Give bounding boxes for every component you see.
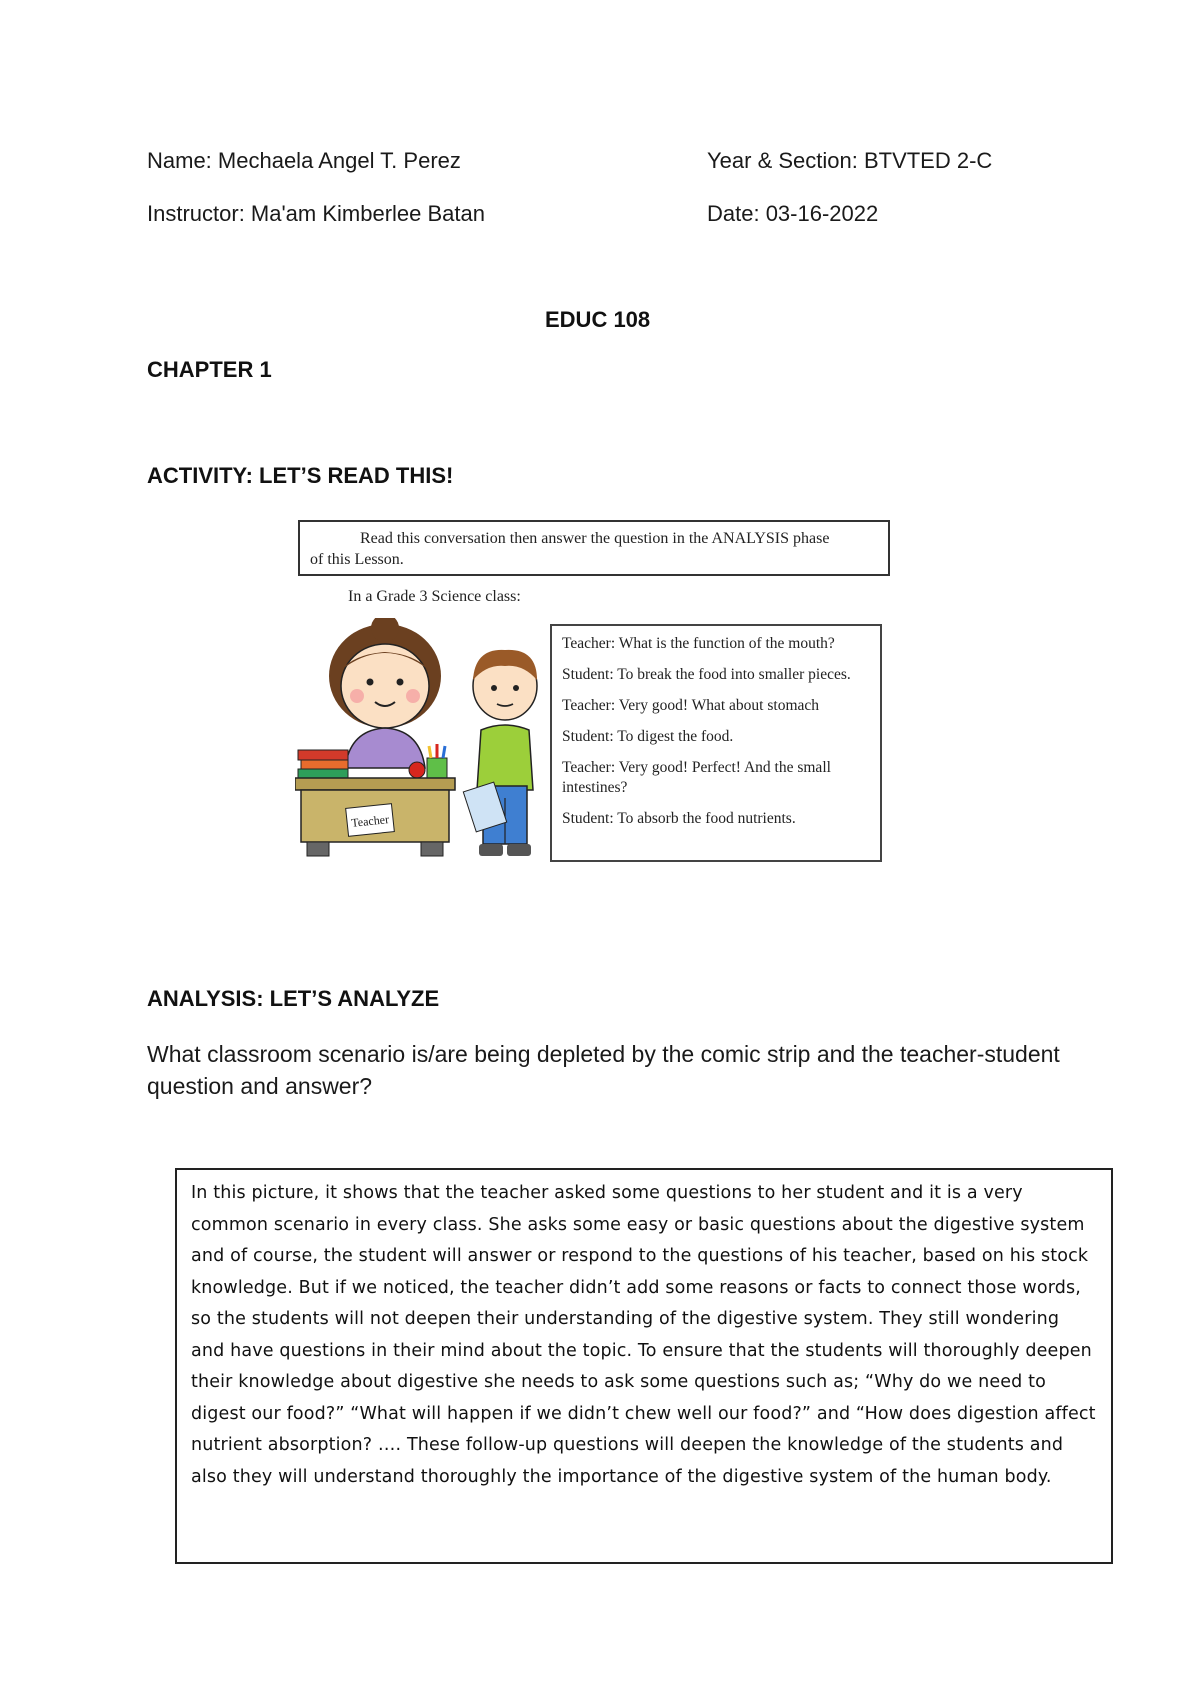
teacher-eye-left [367, 679, 374, 686]
desk-top [295, 778, 455, 790]
teacher-eye-right [397, 679, 404, 686]
instruction-box [298, 520, 890, 576]
dialogue-line: Teacher: Very good! Perfect! And the small intestines? [562, 759, 831, 796]
teacher-face [341, 644, 429, 728]
student-name: Name: Mechaela Angel T. Perez [147, 148, 461, 173]
teacher-student-illustration [295, 618, 550, 863]
instruction-line-2: of this Lesson. [310, 551, 404, 568]
instructor-name: Instructor: Ma'am Kimberlee Batan [147, 201, 486, 226]
activity-heading: ACTIVITY: LET’S READ THIS! [147, 463, 454, 488]
answer-box [175, 1168, 1113, 1564]
answer-text: In this picture, it shows that the teacher asked some questions to her student and it is a very common scenario in every class. She asks some easy or basic questions about the digestive system and of course, the student will answer or respond to the questions of his teacher, based on his stock knowledge. But if we noticed, the teacher didn’t add some reasons or facts to connect those words, so the students will not deepen their understanding of the digestive system. They still wondering and have questions in their mind about the topic. To ensure that the students will thoroughly deepen their knowledge about digestive she needs to ask some questions such as; “Why do we need to digest our food?” “What will happen if we didn’t chew well our food?” and “How does digestion affect nutrient absorption? …. These follow-up questions will deepen the knowledge of the students and also they will understand thoroughly the importance of the digestive system of the human body. [191, 1183, 1096, 1487]
dialogue-line: Student: To break the food into smaller pieces. [562, 666, 851, 683]
course-title: EDUC 108 [545, 307, 651, 332]
teacher-cheek-left [350, 689, 364, 703]
dialogue-line: Teacher: What is the function of the mouth? [562, 635, 835, 652]
student-shirt [477, 725, 533, 790]
year-section: Year & Section: BTVTED 2-C [707, 148, 993, 173]
desk-sign [346, 804, 395, 837]
pencil-cup [427, 758, 447, 778]
dialogue-line: Student: To absorb the food nutrients. [562, 810, 796, 827]
desk-leg-left [307, 842, 329, 856]
pencil-1 [429, 746, 431, 758]
chapter-heading: CHAPTER 1 [147, 357, 272, 382]
student-eye-right [513, 685, 519, 691]
analysis-heading: ANALYSIS: LET’S ANALYZE [147, 986, 440, 1011]
pencil-3 [443, 746, 445, 758]
class-context: In a Grade 3 Science class: [348, 588, 521, 605]
comic-figure [280, 518, 905, 870]
teacher-cheek-right [406, 689, 420, 703]
student-shoe-left [479, 844, 503, 856]
apple [409, 762, 425, 778]
desk-leg-right [421, 842, 443, 856]
student-eye-left [491, 685, 497, 691]
book-2 [301, 760, 348, 769]
teacher-shirt [345, 728, 425, 768]
analysis-question: What classroom scenario is/are being depleted by the comic strip and the teacher-student question and answer? [147, 1041, 1060, 1099]
dialogue-box [550, 624, 882, 862]
date: Date: 03-16-2022 [707, 201, 879, 226]
student-shoe-right [507, 844, 531, 856]
desk-sign-label: Teacher [350, 812, 390, 830]
dialogue-line: Teacher: Very good! What about stomach [562, 697, 820, 714]
instruction-line-1: Read this conversation then answer the question in the ANALYSIS phase [360, 530, 830, 547]
dialogue-line: Student: To digest the food. [562, 728, 734, 745]
book-1 [298, 750, 348, 760]
